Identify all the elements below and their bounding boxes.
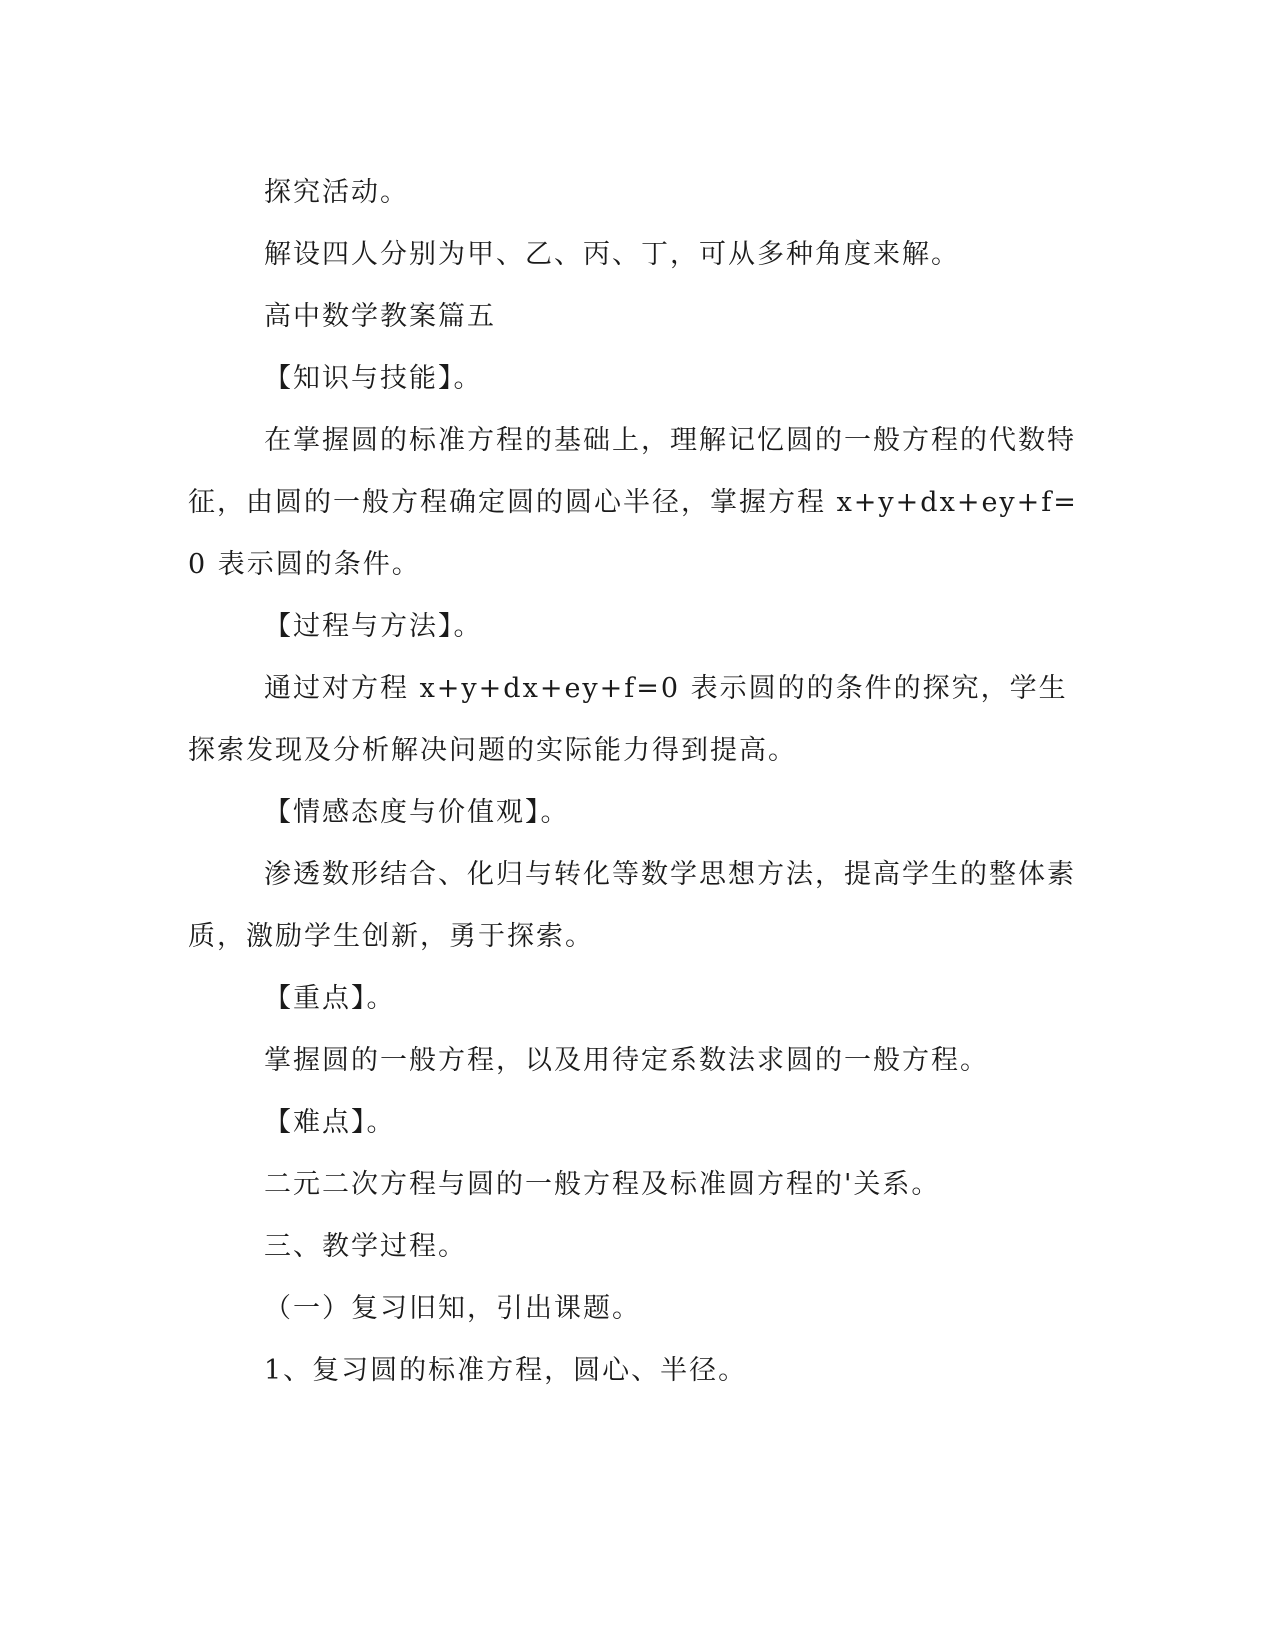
section-heading: 三、教学过程。 — [264, 1231, 467, 1262]
paragraph: 渗透数形结合、化归与转化等数学思想方法，提高学生的整体素质，激励学生创新，勇于探索。 — [188, 859, 1076, 952]
paragraph: 在掌握圆的标准方程的基础上，理解记忆圆的一般方程的代数特征，由圆的一般方程确定圆的圆心半径，掌握方程 x+y+dx+ey+f=0 表示圆的条件。 — [188, 425, 1078, 580]
subsection-heading: （一）复习旧知，引出课题。 — [264, 1293, 641, 1324]
subheading: 【重点】。 — [264, 983, 396, 1014]
subheading: 【情感态度与价值观】。 — [264, 797, 570, 828]
paragraph: 解设四人分别为甲、乙、丙、丁，可从多种角度来解。 — [264, 239, 960, 270]
list-item: 1、复习圆的标准方程，圆心、半径。 — [264, 1355, 748, 1386]
subheading: 【知识与技能】。 — [264, 363, 483, 394]
paragraph: 探究活动。 — [264, 177, 409, 208]
document-body — [188, 162, 1088, 1402]
subheading: 【难点】。 — [264, 1107, 396, 1138]
paragraph: 掌握圆的一般方程，以及用待定系数法求圆的一般方程。 — [264, 1045, 989, 1076]
section-heading: 高中数学教案篇五 — [264, 301, 496, 332]
paragraph: 通过对方程 x+y+dx+ey+f=0 表示圆的的条件的探究，学生探索发现及分析解决问题的实际能力得到提高。 — [188, 673, 1068, 766]
subheading: 【过程与方法】。 — [264, 611, 483, 642]
paragraph: 二元二次方程与圆的一般方程及标准圆方程的'关系。 — [264, 1169, 941, 1200]
